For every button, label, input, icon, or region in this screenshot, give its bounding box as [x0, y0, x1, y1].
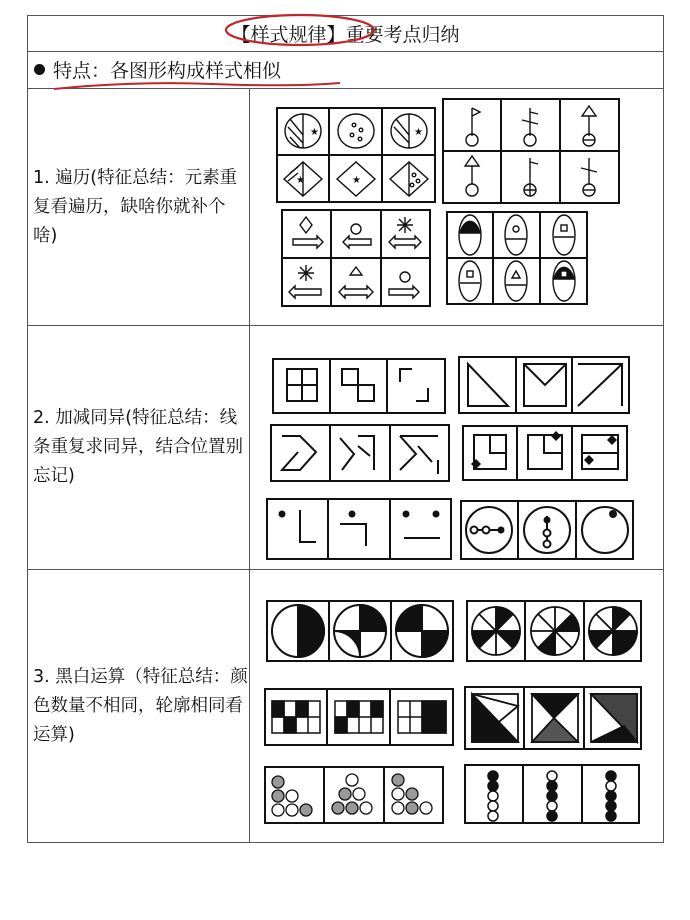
row-figures — [250, 326, 663, 569]
figure-arrow-symbols — [281, 209, 431, 307]
figure-checker-grids — [264, 688, 454, 746]
svg-text:★: ★ — [310, 127, 319, 138]
figure-triangle-shapes — [464, 686, 642, 750]
figure-zigzag-lines — [270, 424, 450, 482]
figure-key-symbols — [442, 98, 620, 204]
features-row — [28, 51, 663, 89]
figure-bead-columns — [464, 764, 640, 824]
figure-triangle-lines — [458, 356, 630, 414]
row-add-subtract — [28, 326, 663, 570]
figure-ovals — [446, 211, 588, 305]
row-label — [28, 570, 250, 842]
features-text: 特点：各图形构成样式相似 — [53, 60, 282, 82]
row-label-text: 3. 黑白运算（特征总结：颜色数量不相同，轮廓相同看运算) — [33, 666, 248, 745]
bullet-icon — [34, 64, 45, 75]
summary-table — [27, 15, 664, 843]
figure-circle-dots — [460, 500, 634, 560]
figure-stacked-balls — [264, 766, 444, 824]
red-circle-annotation — [223, 13, 377, 47]
header-highlight-text: 【样式规律】 — [231, 24, 346, 46]
figure-shaded-circles — [276, 107, 436, 203]
row-label — [28, 89, 250, 325]
svg-text:★: ★ — [352, 175, 361, 186]
figure-pie-wheels — [466, 600, 642, 662]
svg-text:★: ★ — [414, 127, 423, 138]
figure-grid-squares — [272, 358, 446, 414]
row-label — [28, 326, 250, 569]
row-label-text: 2. 加减同异(特征总结：线条重复求同异，结合位置别忘记) — [33, 408, 243, 486]
row-figures — [250, 89, 663, 325]
row-black-white — [28, 570, 663, 842]
figure-dot-squares — [462, 425, 628, 481]
header-title: 重要考点归纳 — [345, 24, 460, 46]
row-label-text: 1. 遍历(特征总结：元素重复看遍历，缺啥你就补个啥) — [33, 167, 238, 246]
svg-text:★: ★ — [296, 175, 305, 186]
row-figures — [250, 570, 663, 842]
row-traversal — [28, 89, 663, 326]
table-header — [28, 16, 663, 52]
header-highlight — [231, 20, 345, 47]
figure-quarter-circles — [266, 600, 454, 662]
figure-dot-lines — [266, 498, 452, 560]
